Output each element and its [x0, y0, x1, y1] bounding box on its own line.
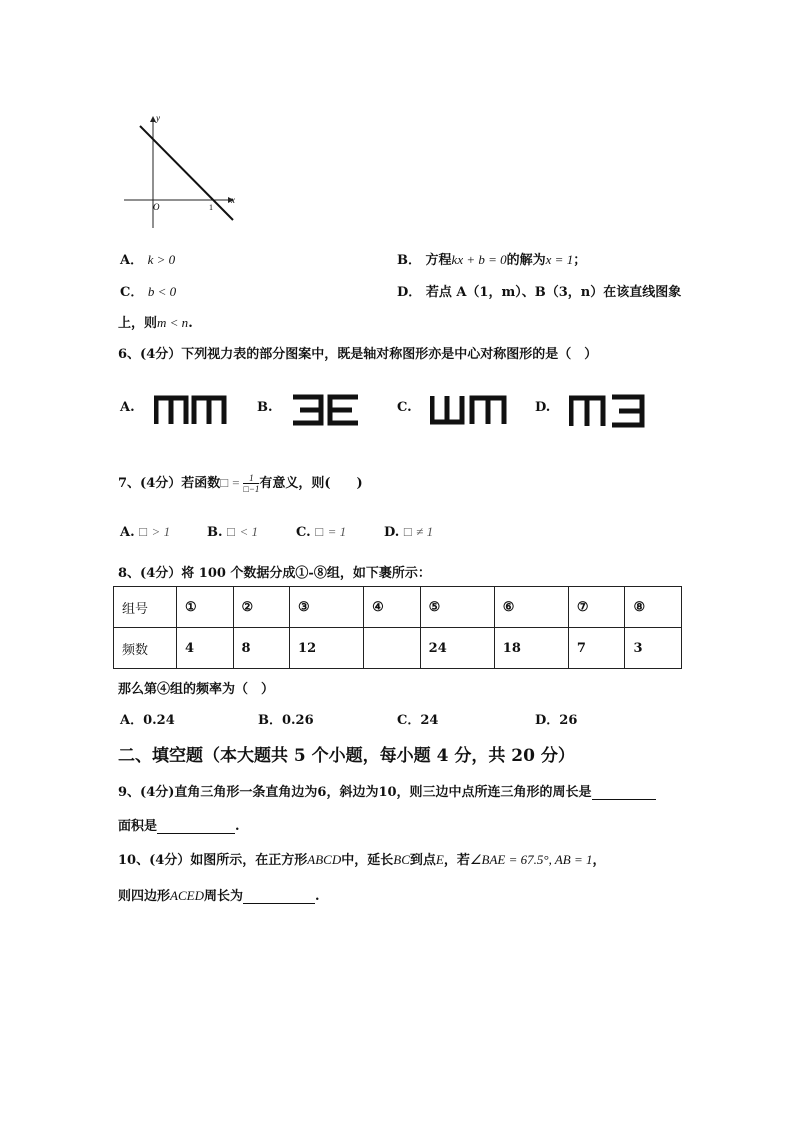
freq-cell: 8 — [233, 628, 290, 669]
q5-option-d-text: 若点 A（1，m）、B（3，n）在该直线图象 — [425, 285, 682, 300]
q9-area-label: 面积是 — [118, 819, 158, 834]
freq-cell: 12 — [290, 628, 364, 669]
q6-option-c-glyph[interactable] — [430, 394, 508, 426]
q7-option-d-letter: D. — [384, 525, 400, 540]
q9-text: 9、(4分)直角三角形一条直角边为6，斜边为10，则三边中点所连三角形的周长是 — [118, 785, 592, 800]
q5-option-c[interactable] — [120, 281, 176, 300]
x-axis-label: x — [231, 195, 235, 205]
q10-mid2: 到点 — [409, 853, 436, 868]
q5-option-b[interactable] — [397, 249, 586, 268]
q7-option-a-letter: A. — [120, 525, 135, 540]
q6-stem: 6、(4分）下列视力表的部分图案中，既是轴对称图形亦是中心对称图形的是（ ） — [118, 347, 598, 362]
q10-mid: 中，延长 — [341, 853, 394, 868]
q5-option-b-pre: 方程 — [425, 253, 452, 268]
q7-option-b-box: □ — [227, 524, 235, 539]
freq-cell — [364, 628, 421, 669]
freq-cell: 7 — [568, 628, 625, 669]
q6-option-a-letter[interactable]: A. — [120, 400, 135, 415]
q7-option-a-math: > 1 — [151, 524, 171, 539]
q10-math-e: E — [435, 852, 444, 867]
q10-line2-pre: 则四边形 — [118, 889, 171, 904]
group-cell: ⑥ — [494, 587, 568, 628]
q6-option-a-glyph[interactable] — [154, 394, 228, 426]
group-cell: ④ — [364, 587, 421, 628]
q5-option-b-mid: 的解为 — [506, 253, 546, 268]
q5-option-d[interactable] — [397, 281, 681, 300]
q10-math-bc: BC — [393, 852, 410, 867]
q5-option-d-continued — [118, 312, 193, 331]
q5-option-c-math: b < 0 — [147, 284, 177, 299]
frequency-table — [113, 586, 682, 669]
q7-option-d-math: ≠ 1 — [416, 524, 434, 539]
tick-label-1: 1 — [209, 203, 213, 212]
q7-eq: = — [228, 475, 244, 490]
q9-line-2 — [118, 815, 240, 834]
q7-option-a[interactable] — [120, 524, 170, 540]
freq-cell: 24 — [420, 628, 494, 669]
q8-option-a[interactable]: A．0.24 — [120, 713, 175, 728]
q7-option-b-math: < 1 — [239, 524, 258, 539]
q10-line2-mid: 周长为 — [203, 889, 243, 904]
q10-line-2 — [118, 885, 320, 904]
q7-option-c[interactable] — [296, 524, 346, 540]
q5-option-d-cont-pre: 上，则 — [118, 316, 158, 331]
freq-cell: 4 — [177, 628, 234, 669]
group-cell: ⑧ — [625, 587, 682, 628]
y-axis-label: y — [156, 113, 160, 123]
q8-stem: 8、(4分）将 100 个数据分成①-⑧组，如下裹所示： — [118, 566, 431, 581]
row-label-freq: 频数 — [114, 628, 177, 669]
q10-line2-end: . — [314, 889, 320, 904]
freq-cell: 18 — [494, 628, 568, 669]
q5-option-a-letter: A． — [120, 253, 144, 268]
q8-question: 那么第④组的频率为（ ） — [118, 682, 275, 697]
q7-frac-den: □−1 — [243, 484, 260, 494]
q8-option-c[interactable]: C．24 — [397, 713, 439, 728]
q10-line-1 — [118, 849, 606, 868]
q7-stem-post: 有意义，则( ) — [259, 476, 363, 491]
row-label-group: 组号 — [114, 587, 177, 628]
q5-option-d-cont-math: m < n — [157, 315, 189, 330]
q7-option-b-letter: B. — [207, 525, 223, 540]
q6-option-d-glyph[interactable] — [569, 394, 647, 428]
q8-option-b[interactable]: B．0.26 — [258, 713, 314, 728]
q7-option-b[interactable] — [207, 524, 258, 540]
q7-fraction — [243, 473, 259, 494]
q5-option-b-end: ； — [573, 253, 587, 268]
group-cell: ③ — [290, 587, 364, 628]
origin-label: O — [153, 202, 160, 212]
q10-pre: 10、(4分）如图所示，在正方形 — [118, 853, 308, 868]
group-cell: ⑦ — [568, 587, 625, 628]
table-row-groups — [114, 587, 682, 628]
q5-option-d-cont-end: . — [188, 316, 193, 331]
q5-option-b-math: kx + b = 0 — [451, 252, 507, 267]
group-cell: ⑤ — [420, 587, 494, 628]
q10-math-abcd: ABCD — [307, 852, 342, 867]
table-row-freqs — [114, 628, 682, 669]
q6-option-b-letter[interactable]: B. — [257, 400, 273, 415]
q7-option-d-box: □ — [403, 524, 412, 539]
q9-line-1 — [118, 781, 656, 800]
q10-blank-perimeter[interactable] — [243, 889, 315, 904]
q5-option-b-math2: x = 1 — [545, 252, 574, 267]
q5-option-a-math: k > 0 — [147, 252, 176, 267]
q5-option-a[interactable] — [120, 249, 175, 268]
q5-option-b-letter: B． — [397, 253, 421, 268]
q7-var-box: □ — [220, 475, 229, 490]
q6-option-c-letter[interactable]: C. — [397, 400, 412, 415]
q9-end: . — [235, 819, 240, 834]
q5-option-d-letter: D． — [397, 285, 422, 300]
q7-option-a-box: □ — [139, 524, 148, 539]
q7-option-d[interactable] — [384, 524, 433, 540]
freq-cell: 3 — [625, 628, 682, 669]
q7-option-c-box: □ — [315, 524, 324, 539]
q7-stem-pre: 7、(4分）若函数 — [118, 476, 221, 491]
q9-blank-perimeter[interactable] — [592, 785, 656, 800]
q6-option-b-glyph[interactable] — [290, 394, 364, 426]
q7-option-c-math: = 1 — [327, 524, 347, 539]
section-2-title: 二、填空题（本大题共 5 个小题，每小题 4 分，共 20 分） — [118, 746, 575, 766]
q10-mid3: ，若 — [443, 853, 470, 868]
q7-option-c-letter: C. — [296, 525, 311, 540]
q9-blank-area[interactable] — [157, 819, 235, 834]
line-graph — [118, 110, 248, 230]
q6-option-d-letter[interactable]: D. — [535, 400, 551, 415]
q8-option-d[interactable]: D．26 — [535, 713, 578, 728]
group-cell: ② — [233, 587, 290, 628]
q10-end: ， — [592, 853, 606, 868]
q5-option-c-letter: C． — [120, 285, 144, 300]
q10-math-angle: ∠BAE = 67.5°, AB = 1 — [469, 852, 593, 867]
q7-frac-num: 1 — [243, 473, 259, 484]
q7-stem — [118, 472, 363, 494]
group-cell: ① — [177, 587, 234, 628]
q10-math-aced: ACED — [170, 888, 204, 903]
